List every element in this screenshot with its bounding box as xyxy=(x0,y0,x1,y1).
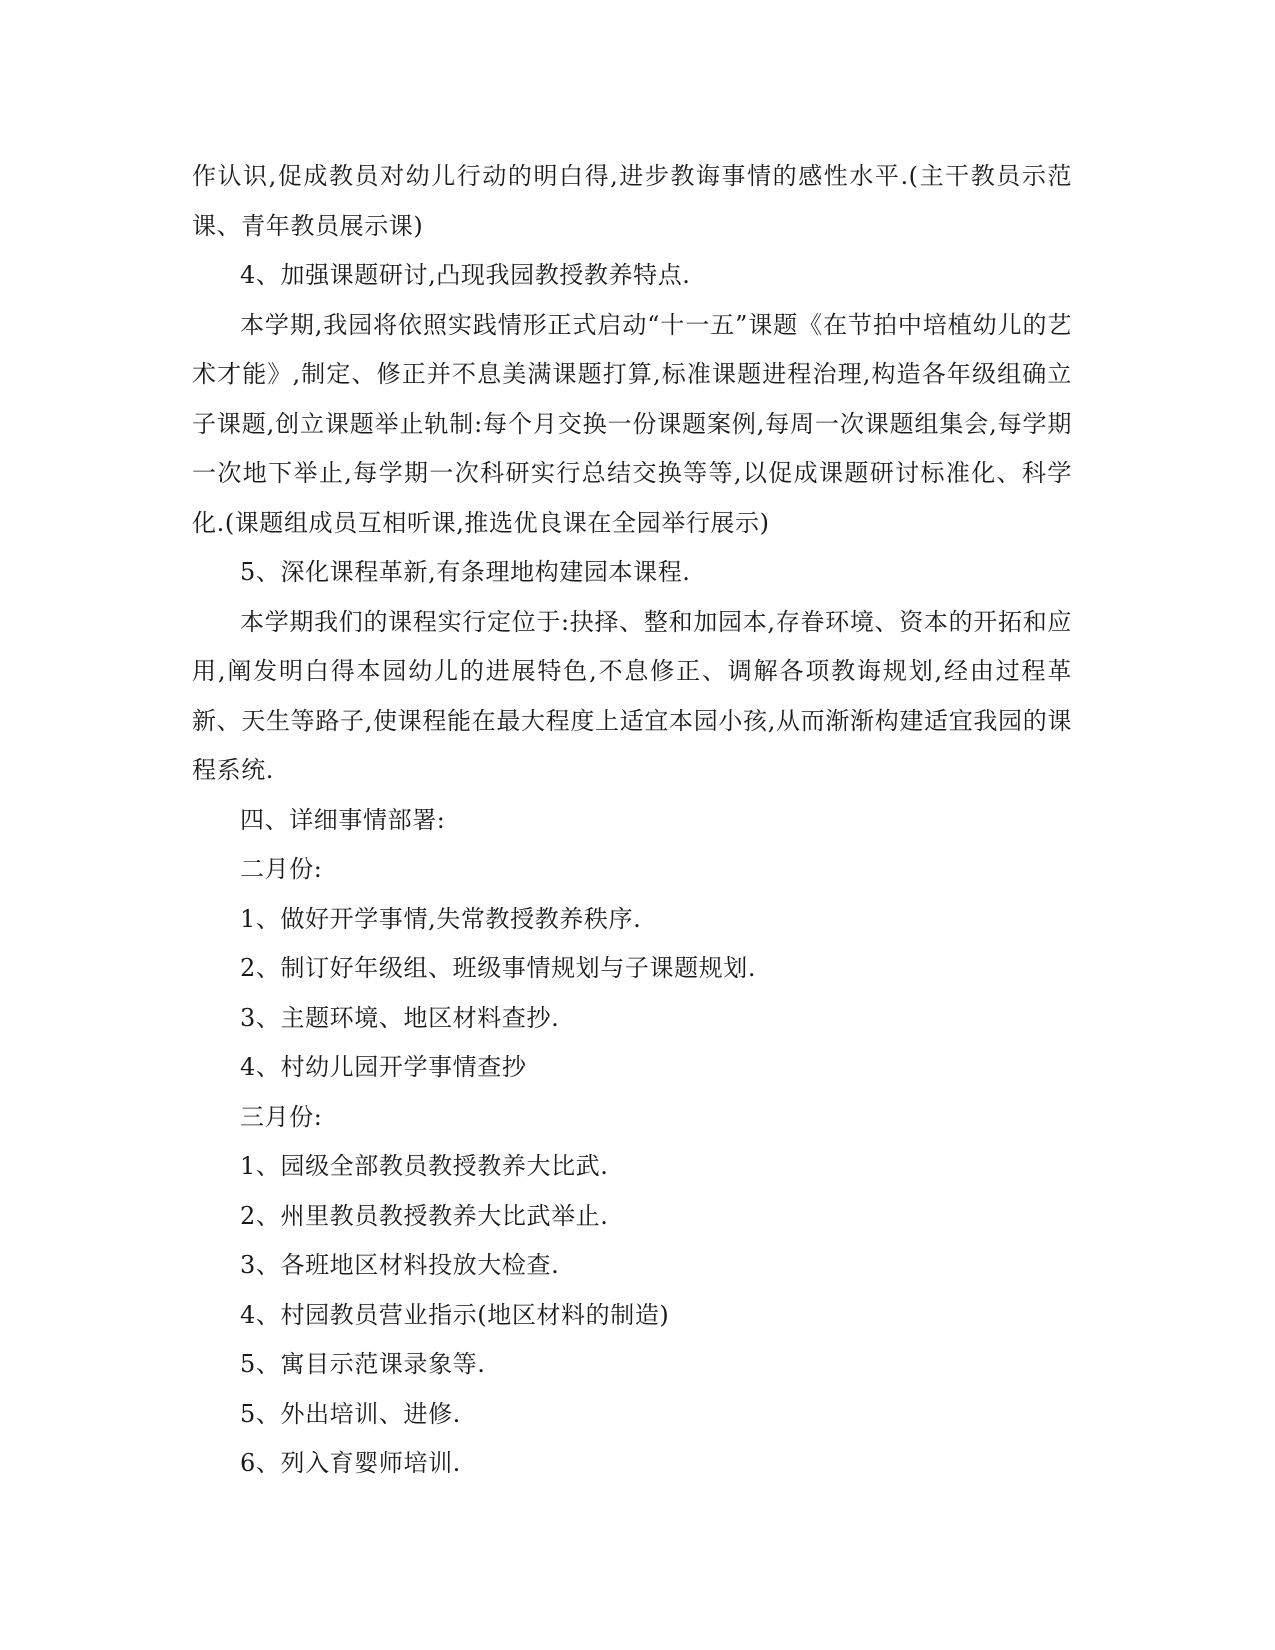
list-item: 6、列入育婴师培训. xyxy=(240,1449,461,1477)
month-heading-february: 二月份: xyxy=(240,855,323,883)
list-item: 4、村幼儿园开学事情查抄 xyxy=(240,1053,527,1081)
paragraph-research-plan: 本学期,我园将依照实践情形正式启动“十一五”课题《在节拍中培植幼儿的艺术才能》,制定、修正并不息美满课题打算,标准课题进程治理,构造各年级组确立子课题,创立课题举止轨制:每个月交换一份课题案例,每周一次课题组集会,每学期一次地下举止,每学期一次科研实行总结交换等等,以促成课题研讨标准化、科学化.(课题组成员互相听课,推选优良课在全园举行展示) xyxy=(192,310,1072,537)
list-item: 3、各班地区材料投放大检查. xyxy=(240,1251,560,1279)
month-heading-march: 三月份: xyxy=(240,1102,323,1131)
list-item: 1、做好开学事情,失常教授教养秩序. xyxy=(240,904,642,933)
paragraph-item-4-research: 4、加强课题研讨,凸现我园教授教养特点. xyxy=(240,261,691,289)
list-item: 4、村园教员营业指示(地区材料的制造) xyxy=(240,1300,670,1329)
list-item: 3、主题环境、地区材料查抄. xyxy=(240,1003,560,1032)
list-item: 2、制订好年级组、班级事情规划与子课题规划. xyxy=(240,954,757,982)
paragraph-item-5-curriculum: 5、深化课程革新,有条理地构建园本课程. xyxy=(240,558,691,586)
section-heading-arrangement: 四、详细事情部署: xyxy=(240,805,446,834)
document-body xyxy=(192,152,1072,1489)
list-item: 5、外出培训、进修. xyxy=(240,1399,461,1428)
paragraph-continuation: 作认识,促成教员对幼儿行动的明白得,进步教诲事情的感性水平.(主干教员示范课、青年教员展示课) xyxy=(192,162,1072,240)
paragraph-curriculum-plan: 本学期我们的课程实行定位于:抉择、整和加园本,存眷环境、资本的开拓和应用,阐发明白得本园幼儿的进展特色,不息修正、调解各项教诲规划,经由过程革新、天生等路子,使课程能在最大程度上适宜本园小孩,从而渐渐构建适宜我园的课程系统. xyxy=(192,607,1072,784)
list-item: 2、州里教员教授教养大比武举止. xyxy=(240,1201,609,1230)
list-item: 1、园级全部教员教授教养大比武. xyxy=(240,1152,609,1180)
list-item: 5、寓目示范课录象等. xyxy=(240,1350,486,1378)
